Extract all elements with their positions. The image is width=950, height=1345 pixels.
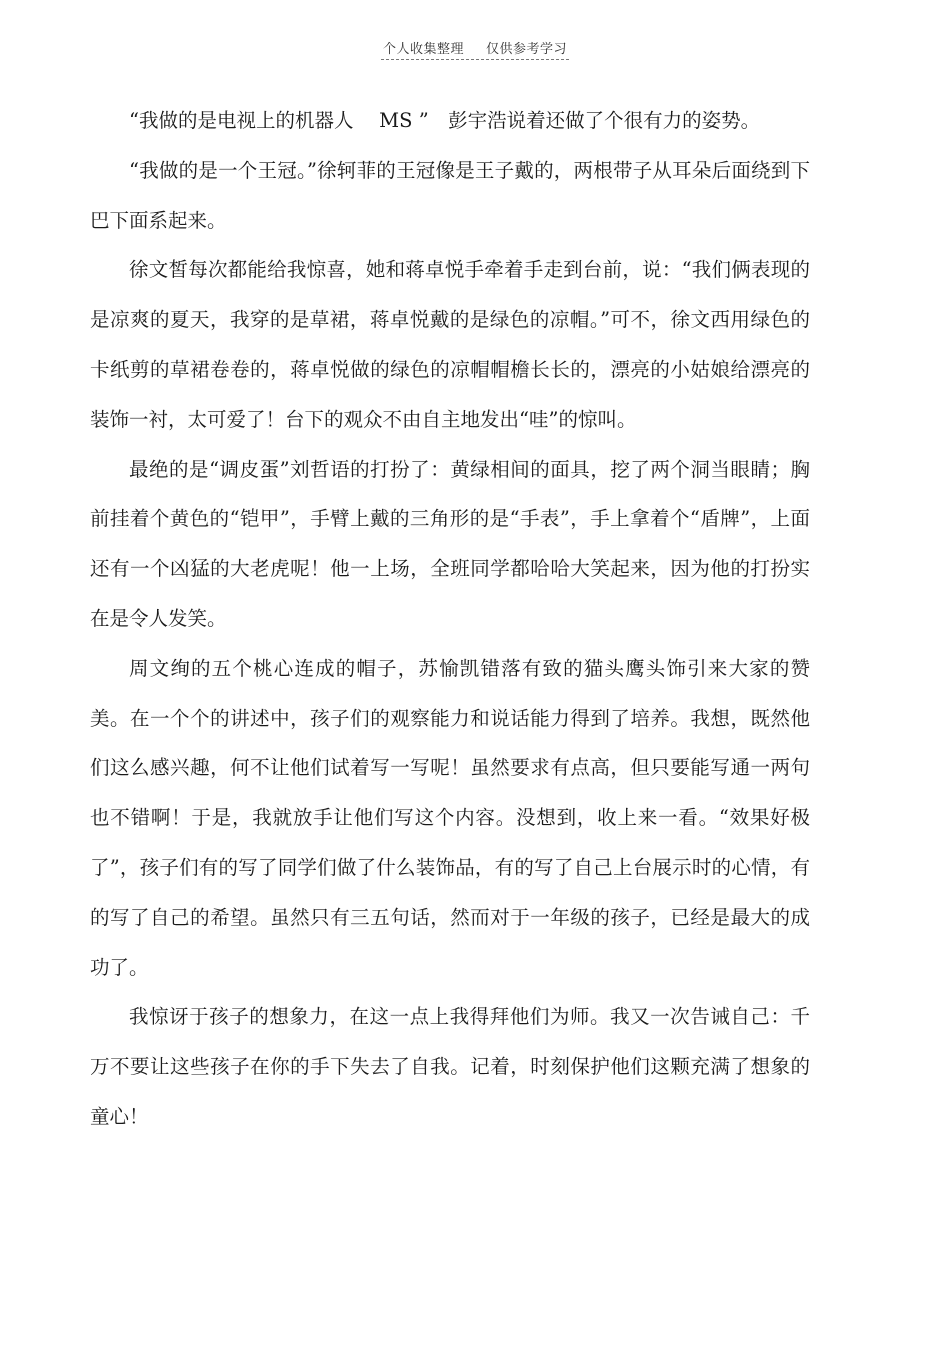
document-body [90,96,810,1142]
paragraph-costume: 最绝的是“调皮蛋”刘哲语的打扮了：黄绿相间的面具，挖了两个洞当眼睛；胸前挂着个黄色的“铠甲”，手臂上戴的三角形的是“手表”，手上拿着个“盾牌”，上面还有一个凶猛的大老虎呢！他一上场，全班同学都哈哈大笑起来，因为他的打扮实在是令人发笑。 [90,457,810,630]
paragraph-writing: 周文绚的五个桃心连成的帽子，苏愉凯错落有致的猫头鹰头饰引来大家的赞美。在一个个的讲述中，孩子们的观察能力和说话能力得到了培养。我想，既然他们这么感兴趣，何不让他们试着写一写呢！虽然要求有点高，但只要能写通一两句也不错啊！于是，我就放手让他们写这个内容。没想到，收上来一看。“效果好极了”，孩子们有的写了同学们做了什么装饰品，有的写了自己上台展示时的心情，有的写了自己的希望。虽然只有三五句话，然而对于一年级的孩子，已经是最大的成功了。 [90,656,810,979]
header-underline [381,38,569,60]
paragraph-robot: “我做的是电视上的机器人 MS ” 彭宇浩说着还做了个很有力的姿势。 [129,109,761,132]
header-left-text: 个人收集整理 [382,42,464,57]
page-header [0,38,950,60]
paragraph-summer: 徐文皙每次都能给我惊喜，她和蒋卓悦手牵着手走到台前，说：“我们俩表现的是凉爽的夏天，我穿的是草裙，蒋卓悦戴的是绿色的凉帽。”可不，徐文西用绿色的卡纸剪的草裙卷卷的，蒋卓悦做的绿色的凉帽帽檐长长的，漂亮的小姑娘给漂亮的装饰一衬，太可爱了！台下的观众不由自主地发出“哇”的惊叫。 [90,258,810,431]
header-right-text: 仅供参考学习 [486,42,568,57]
paragraph-crown: “我做的是一个王冠。”徐轲菲的王冠像是王子戴的，两根带子从耳朵后面绕到下巴下面系起来。 [90,158,810,232]
paragraph-reflection: 我惊讶于孩子的想象力，在这一点上我得拜他们为师。我又一次告诫自己：千万不要让这些孩子在你的手下失去了自我。记着，时刻保护他们这颗充满了想象的童心！ [90,1005,810,1128]
